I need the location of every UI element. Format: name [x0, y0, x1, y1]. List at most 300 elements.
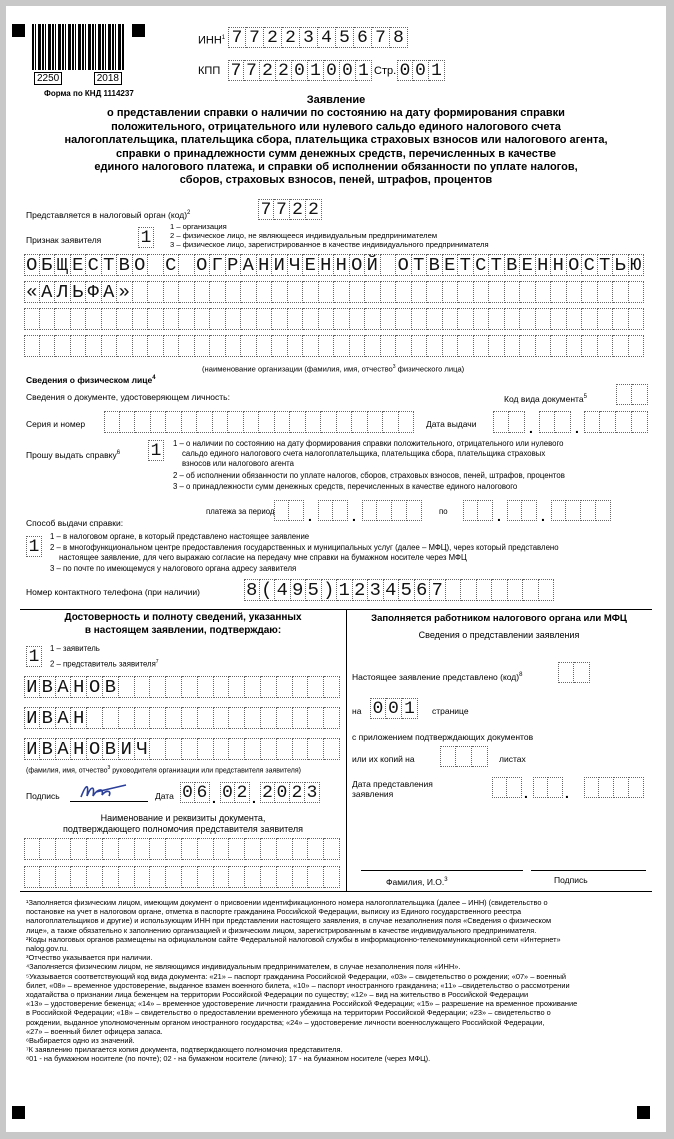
comb-cell [456, 746, 472, 767]
comb-cell [261, 838, 277, 860]
comb-cell [324, 707, 340, 729]
comb-cell [213, 411, 229, 433]
footnote-line: ²Коды налоговых органов размещены на официальном сайте Федеральной налоговой службы в информационно-телекоммуникационной сети «Интернет» [26, 934, 561, 944]
comb-cell [150, 707, 166, 729]
comb-cell [245, 866, 261, 888]
doc-heading: Наименование и реквизиты документа, [100, 813, 266, 823]
kpp-label: КПП [198, 65, 221, 77]
phone-label: Номер контактного телефона (при наличии) [26, 587, 201, 597]
comb-cell [272, 308, 288, 330]
comb-cell [40, 308, 56, 330]
comb-cell [293, 838, 309, 860]
sheets-label: листах [499, 754, 526, 764]
comb-cell [197, 411, 213, 433]
sign-date-month[interactable] [220, 782, 250, 803]
comb-cell: 0 [180, 782, 195, 803]
date-separator: . [575, 420, 579, 436]
comb-cell: Б [40, 254, 56, 276]
comb-cell [412, 281, 428, 303]
copies-label: или их копий на [352, 754, 415, 764]
comb-cell [195, 281, 211, 303]
doc-row-1[interactable] [24, 838, 340, 860]
comb-cell: 2 [290, 782, 305, 803]
comb-cell [427, 335, 443, 357]
comb-cell [551, 500, 566, 521]
request-type-field[interactable] [148, 440, 164, 461]
comb-cell: Т [102, 254, 118, 276]
comb-cell [321, 411, 337, 433]
comb-cell [396, 335, 412, 357]
comb-cell [241, 335, 257, 357]
comb-cell: 9 [291, 579, 307, 601]
comb-cell: 0 [370, 698, 386, 719]
comb-cell [337, 411, 353, 433]
comb-cell [381, 254, 397, 276]
comb-cell: А [102, 281, 118, 303]
doc-type-field[interactable] [616, 384, 648, 405]
comb-cell [214, 866, 230, 888]
series-field[interactable] [104, 411, 414, 433]
comb-cell [596, 500, 611, 521]
comb-cell: Щ [55, 254, 71, 276]
comb-cell: Н [71, 738, 87, 760]
inn-field[interactable] [228, 27, 408, 48]
comb-cell [308, 838, 324, 860]
comb-cell [148, 281, 164, 303]
middle-name-field[interactable] [24, 738, 340, 760]
comb-cell [87, 838, 103, 860]
comb-cell [520, 281, 536, 303]
comb-cell: О [87, 676, 103, 698]
comb-cell [582, 308, 598, 330]
comb-cell [474, 308, 490, 330]
issue-date-year[interactable] [584, 411, 648, 433]
comb-cell: О [567, 254, 583, 276]
comb-cell [616, 384, 632, 405]
right-sign-label: Подпись [554, 875, 588, 885]
period-from-month[interactable] [318, 500, 348, 521]
comb-cell: В [103, 738, 119, 760]
comb-cell [412, 308, 428, 330]
comb-cell [613, 281, 629, 303]
comb-cell [308, 707, 324, 729]
comb-cell [399, 411, 415, 433]
comb-cell [133, 281, 149, 303]
comb-cell [210, 308, 226, 330]
footnote-line: nalog.gov.ru. [26, 944, 69, 954]
comb-cell [241, 308, 257, 330]
comb-cell: Ь [71, 281, 87, 303]
comb-cell [198, 838, 214, 860]
comb-cell [350, 308, 366, 330]
comb-cell [293, 738, 309, 760]
comb-cell [182, 676, 198, 698]
comb-cell: А [40, 281, 56, 303]
comb-cell: 1 [26, 646, 42, 667]
title-line: Заявление [306, 94, 366, 106]
sheets-field[interactable] [440, 746, 488, 767]
comb-cell [584, 777, 599, 798]
comb-cell [104, 411, 120, 433]
comb-cell: 0 [397, 60, 413, 81]
comb-cell [179, 335, 195, 357]
comb-cell [119, 838, 135, 860]
comb-cell: Е [443, 254, 459, 276]
submit-date-day[interactable] [492, 777, 522, 798]
comb-cell [40, 838, 56, 860]
comb-cell: И [119, 738, 135, 760]
comb-cell [198, 676, 214, 698]
comb-cell: 1 [356, 60, 372, 81]
comb-cell: О [195, 254, 211, 276]
comb-cell [102, 335, 118, 357]
comb-cell [474, 335, 490, 357]
comb-cell [566, 500, 581, 521]
comb-cell: О [87, 738, 103, 760]
comb-cell [478, 500, 493, 521]
comb-cell: Г [210, 254, 226, 276]
comb-cell [551, 308, 567, 330]
comb-cell [308, 676, 324, 698]
comb-cell [567, 335, 583, 357]
comb-cell: А [56, 707, 72, 729]
comb-cell [103, 866, 119, 888]
comb-cell [245, 676, 261, 698]
comb-cell: 7 [244, 60, 260, 81]
comb-cell [412, 335, 428, 357]
request-period-label: платежа за период [206, 507, 275, 516]
applicant-option: 1 – организация [170, 222, 227, 231]
fio-label: Фамилия, И.О.$^3$ [386, 876, 448, 887]
doc-row-2[interactable] [24, 866, 340, 888]
footnote-line: рождении, выданное уполномоченным органом иностранного государства; «24» – удостоверение личности военнослужащего Российской Федерации, [26, 1017, 545, 1027]
comb-cell: Ф [86, 281, 102, 303]
comb-cell [458, 308, 474, 330]
comb-cell [182, 707, 198, 729]
corner-marker [12, 24, 25, 37]
confirm-option: 1 – заявитель [50, 644, 100, 653]
applicant-sign-label: Признак заявителя [26, 235, 102, 245]
comb-cell: Т [412, 254, 428, 276]
comb-cell [40, 335, 56, 357]
comb-cell [150, 738, 166, 760]
comb-cell: 2 [353, 579, 369, 601]
comb-cell: Л [55, 281, 71, 303]
sign-date-day[interactable] [180, 782, 210, 803]
comb-cell [350, 281, 366, 303]
comb-cell [277, 707, 293, 729]
comb-cell [383, 411, 399, 433]
comb-cell [214, 838, 230, 860]
comb-cell [150, 866, 166, 888]
comb-cell [522, 500, 537, 521]
comb-cell [87, 707, 103, 729]
comb-cell [198, 707, 214, 729]
comb-cell [166, 707, 182, 729]
comb-cell: 1 [148, 440, 164, 461]
submit-date-month[interactable] [533, 777, 563, 798]
comb-cell: 0 [275, 782, 290, 803]
comb-cell: 8 [244, 579, 260, 601]
comb-cell: Т [458, 254, 474, 276]
comb-cell [135, 676, 151, 698]
submit-date-year[interactable] [584, 777, 644, 798]
comb-cell [117, 335, 133, 357]
comb-cell: 2 [290, 199, 306, 220]
comb-cell [446, 579, 462, 601]
request-option: взносов или налогового агента [182, 459, 294, 468]
footnote-line: «13» – удостоверение беженца; «14» – временное удостоверение личности гражданина Российской Федерации; «15» – разрешение на временное проживание [26, 999, 578, 1009]
org-name-row-3[interactable] [24, 308, 644, 330]
date-separator: . [524, 785, 528, 801]
comb-cell [427, 308, 443, 330]
comb-cell [71, 866, 87, 888]
period-to-day[interactable] [463, 500, 493, 521]
comb-cell [229, 866, 245, 888]
comb-cell [259, 411, 275, 433]
comb-cell: В [40, 707, 56, 729]
footnotes [26, 898, 646, 1064]
footnote-line: ⁶Выбирается одно из значений. [26, 1036, 135, 1046]
comb-cell: 0 [340, 60, 356, 81]
comb-cell [245, 707, 261, 729]
footnote-line: ⁸01 - на бумажном носителе (по почте); 02 - на бумажном носителе (лично); 17 - на бумажном носителе (через МФЦ). [26, 1054, 431, 1064]
comb-cell [567, 281, 583, 303]
comb-cell [584, 411, 600, 433]
comb-cell [166, 866, 182, 888]
comb-cell [229, 838, 245, 860]
submitted-label: Настоящее заявление представлено (код)$^8$ [352, 671, 523, 682]
comb-cell [164, 335, 180, 357]
first-name-field[interactable] [24, 707, 340, 729]
comb-cell [228, 411, 244, 433]
delivery-field[interactable] [26, 536, 42, 557]
comb-cell [539, 411, 555, 433]
issue-date-day[interactable] [493, 411, 525, 433]
comb-cell: 0 [292, 60, 308, 81]
comb-cell [392, 500, 407, 521]
comb-cell [334, 335, 350, 357]
comb-cell: 3 [300, 27, 318, 48]
barcode-number-left: 2250 [34, 72, 62, 85]
comb-cell: Т [489, 254, 505, 276]
phone-field[interactable] [244, 579, 554, 601]
comb-cell [120, 411, 136, 433]
comb-cell [261, 866, 277, 888]
doc-label: Сведения о документе, удостоверяющем личность: [26, 392, 230, 402]
applicant-sign-field[interactable] [138, 227, 154, 248]
series-label: Серия и номер [26, 419, 86, 429]
barcode-numbers [34, 72, 122, 85]
comb-cell [474, 281, 490, 303]
comb-cell: Й [365, 254, 381, 276]
comb-cell [24, 308, 40, 330]
comb-cell: 7 [258, 199, 274, 220]
comb-cell [195, 308, 211, 330]
comb-cell [288, 308, 304, 330]
comb-cell [244, 411, 260, 433]
comb-cell: 1 [26, 536, 42, 557]
comb-cell [582, 335, 598, 357]
form-code: Форма по КНД 1114237 [44, 89, 134, 98]
comb-cell [318, 500, 333, 521]
comb-cell: В [40, 676, 56, 698]
on-label: на [352, 706, 362, 716]
date-separator: . [541, 508, 545, 524]
comb-cell [102, 308, 118, 330]
comb-cell: 2 [306, 199, 322, 220]
footnote-line: ⁷К заявлению прилагается копия документа, подтверждающего полномочия представителя. [26, 1045, 343, 1055]
confirm-type-field[interactable] [26, 646, 42, 667]
comb-cell [308, 738, 324, 760]
comb-cell [306, 411, 322, 433]
request-option: сальдо единого налогового счета налогоплательщика, плательщика сбора, плательщика страховых [182, 449, 546, 458]
signature-mark [78, 780, 130, 802]
comb-cell [365, 281, 381, 303]
comb-cell [324, 738, 340, 760]
org-name-row-2[interactable] [24, 281, 644, 303]
comb-cell [520, 308, 536, 330]
page-field[interactable] [397, 60, 445, 81]
comb-cell [56, 866, 72, 888]
comb-cell [164, 281, 180, 303]
comb-cell: А [56, 738, 72, 760]
period-to-year[interactable] [551, 500, 611, 521]
comb-cell: И [24, 707, 40, 729]
comb-cell [629, 281, 645, 303]
comb-cell [119, 676, 135, 698]
comb-cell [523, 579, 539, 601]
sign-date-year[interactable] [260, 782, 320, 803]
comb-cell [558, 662, 574, 683]
comb-cell: 6 [415, 579, 431, 601]
comb-cell [86, 308, 102, 330]
comb-cell [198, 738, 214, 760]
confirm-option: 2 – представитель заявителя$^7$ [50, 659, 159, 669]
comb-cell [261, 676, 277, 698]
comb-cell: 2 [260, 782, 275, 803]
period-from-year[interactable] [362, 500, 422, 521]
doc-heading: подтверждающего полномочия представителя заявителя [63, 824, 303, 834]
comb-cell [274, 500, 289, 521]
request-option: 3 – о принадлежности сумм денежных средств, перечисленных в качестве единого налогового [173, 482, 518, 491]
request-option: 2 – об исполнении обязанности по уплате налогов, сборов, страховых взносов, пеней, штрафов, процентов [173, 471, 565, 480]
comb-cell [179, 254, 195, 276]
comb-cell [598, 308, 614, 330]
footnote-line: налогоплательщиков и другие) и использующим ИНН при представлении настоящего заявления, в случае незаполнения поля «Сведения о физическом [26, 916, 552, 926]
comb-cell [477, 579, 493, 601]
org-name-row-4[interactable] [24, 335, 644, 357]
form-page [6, 6, 666, 1132]
comb-cell [277, 838, 293, 860]
comb-cell [616, 411, 632, 433]
comb-cell [319, 335, 335, 357]
comb-cell [381, 335, 397, 357]
comb-cell [229, 676, 245, 698]
org-name-row-1[interactable] [24, 254, 644, 276]
comb-cell [492, 777, 507, 798]
comb-cell: 7 [274, 199, 290, 220]
comb-cell [551, 281, 567, 303]
comb-cell: 7 [372, 27, 390, 48]
comb-cell [135, 411, 151, 433]
period-from-day[interactable] [274, 500, 304, 521]
comb-cell [198, 866, 214, 888]
corner-marker [637, 1106, 650, 1119]
title-line: положительного, отрицательного или нулевого сальдо единого налогового счета [111, 120, 561, 133]
attach-label: с приложением подтверждающих документов [352, 732, 534, 742]
comb-cell [489, 308, 505, 330]
right-heading: Заполняется работником налогового органа или МФЦ [371, 613, 627, 624]
section-divider [346, 609, 347, 891]
footnote-line: ³Отчество указывается при наличии. [26, 953, 153, 963]
comb-cell [362, 500, 377, 521]
comb-cell: О [350, 254, 366, 276]
authority-code-field[interactable] [258, 199, 322, 220]
comb-cell [210, 335, 226, 357]
comb-cell [214, 707, 230, 729]
comb-cell [87, 866, 103, 888]
comb-cell: 2 [260, 60, 276, 81]
comb-cell [71, 838, 87, 860]
comb-cell [214, 676, 230, 698]
comb-cell [507, 500, 522, 521]
comb-cell: С [582, 254, 598, 276]
submit-date-label: заявления [352, 789, 394, 799]
comb-cell [24, 335, 40, 357]
comb-cell [333, 500, 348, 521]
comb-cell [166, 738, 182, 760]
right-subheading: Сведения о представлении заявления [418, 630, 580, 640]
comb-cell [119, 866, 135, 888]
comb-cell [324, 866, 340, 888]
comb-cell [148, 254, 164, 276]
comb-cell [598, 281, 614, 303]
org-name-caption: (наименование организации (фамилия, имя, отчество$^3$ физического лица) [202, 364, 465, 374]
comb-cell [182, 411, 198, 433]
date-separator: . [308, 508, 312, 524]
section-divider [20, 891, 652, 892]
comb-cell [55, 308, 71, 330]
comb-cell [440, 746, 456, 767]
date-separator: . [497, 508, 501, 524]
date-separator: . [252, 790, 256, 806]
date-label: Дата [155, 791, 174, 801]
kpp-field[interactable] [228, 60, 372, 81]
comb-cell [133, 335, 149, 357]
comb-cell: В [40, 738, 56, 760]
comb-cell: 1 [138, 227, 154, 248]
comb-cell [396, 308, 412, 330]
comb-cell [55, 335, 71, 357]
issue-date-month[interactable] [539, 411, 571, 433]
title-line: единого налогового платежа, и справки об исполнении обязанности по уплате налогов, [94, 161, 578, 174]
submitted-code-field[interactable] [558, 662, 590, 683]
comb-cell: 5 [306, 579, 322, 601]
comb-cell [135, 707, 151, 729]
comb-cell: 4 [384, 579, 400, 601]
comb-cell [319, 308, 335, 330]
comb-cell [261, 707, 277, 729]
title-line: справки о принадлежности сумм денежных средств, перечисленных в качестве [116, 147, 556, 160]
pages-field[interactable] [370, 698, 418, 719]
comb-cell [458, 335, 474, 357]
footnote-line: билет, «08» – временное удостоверение, выданное взамен военного билета, «10» – паспорт иностранного гражданина; «11» –свидетельство о рассмотрении [26, 980, 570, 990]
period-to-month[interactable] [507, 500, 537, 521]
comb-cell [24, 838, 40, 860]
last-name-field[interactable] [24, 676, 340, 698]
comb-cell [289, 500, 304, 521]
